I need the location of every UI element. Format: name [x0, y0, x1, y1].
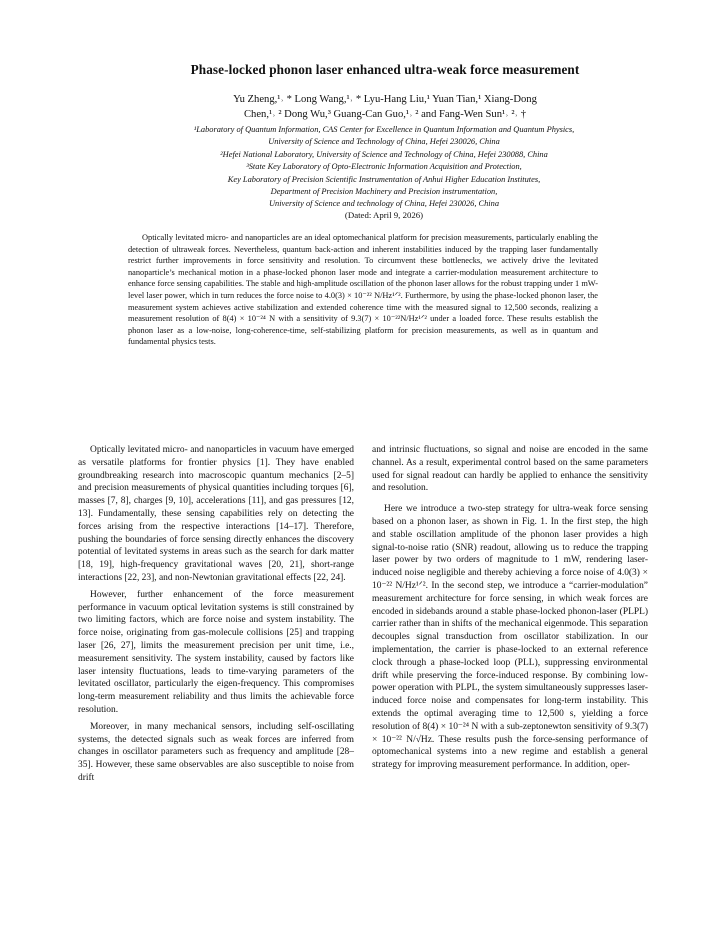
- affiliation-line: University of Science and technology of China, Hefei 230026, China: [268, 199, 500, 209]
- paper-title: Phase-locked phonon laser enhanced ultra-weak force measurement: [190, 62, 580, 77]
- affiliation-line: ²Hefei National Laboratory, University of Science and Technology of China, Hefei 230088, China: [220, 149, 548, 159]
- affiliation-line: University of Science and Technology of China, Hefei 230026, China: [268, 137, 500, 147]
- affiliation-line: ¹Laboratory of Quantum Information, CAS Center for Excellence in Quantum Information and Quantum Physics,: [193, 125, 575, 134]
- body-column-left: [78, 444, 354, 789]
- body-paragraph: Here we introduce a two-step strategy for ultra-weak force sensing based on a phonon laser, as shown in Fig. 1. In the first step, the high and stable oscillation amplitude of the phonon laser provides a high signal-to-noise ratio (SNR) readout, allowing us to reduce the trapping laser power by two orders of magnitude to 1 mW, rendering laser-induced noise negligible and thereby achieving a force noise of 4.0(3) × 10⁻²² N/Hz¹ᐟ². In the second step, we introduce a “carrier-modulation” measurement architecture for force sensing, in which weak forces are encoded in sidebands around a stable phase-locked phonon-laser (PLPL) carrier rather than in shifts of the mechanical eigenmode. This separation decouples signal transduction from oscillator stabilization. In our implementation, the carrier is phase-locked to an external reference clock through a phase-locked loop (PLL), suppressing environmental drift while preserving the force-induced response. By combining low-power operation with PLPL, the system simultaneously suppresses laser-induced force noise and compensates for long-term instability. This extends the optimal averaging time to 12,500 s, yielding a force resolution of 8(4) × 10⁻²⁴ N with a sub-zeptonewton sensitivity of 9.3(7) × 10⁻²² N/√Hz. These results push the force-sensing performance of optomechanical systems into a new regime and establish a general strategy for improving measurement performance. In addition, oper-: [372, 504, 648, 771]
- body-paragraph: However, further enhancement of the force measurement performance in vacuum optical levitation systems is still constrained by two limiting factors, which are force noise and system instability. The force noise, originating from gas-molecule collisions [25] and trapping laser [26, 27], limits the measurement precision per unit time, i.e., measurement sensitivity. The system instability, caused by factors like laser intensity fluctuations, leads to time-varying parameters of the levitated oscillator, particularly the eigen-frequency. This compromises long-term measurement reliability and thus limits the achievable force resolution.: [78, 589, 354, 715]
- affiliation-line: Key Laboratory of Precision Scientific Instrumentation of Anhui Higher Education Institutes,: [227, 174, 541, 184]
- abstract: Optically levitated micro- and nanoparticles are an ideal optomechanical platform for precision measurements, particularly enabling the detection of ultraweak forces. Nevertheless, quantum back-action and inherent instabilities induced by the trapping laser fundamentally restrict further improvements in force sensitivity and resolution. To circumvent these bottlenecks, we actively drive the levitated nanoparticle’s mechanical motion in a phase-locked phonon laser mode and integrate a carrier-modulation measurement architecture to enhance force sensing capabilities. The stable and high-amplitude oscillation of the phonon laser allows for the robust trapping under 1 mW-level laser power, which in turn reduces the force noise to 4.0(3) × 10⁻²² N/Hz¹ᐟ². Furthermore, by using the phase-locked phonon laser, the measurement system achieves active stabilization and extended coherence time with the measured signal to 12,500 seconds, realizing a measurement resolution of 8(4) × 10⁻²⁴ N with a sensitivity of 9.3(7) × 10⁻²²N/Hz¹ᐟ² under a loaded force. These results establish the phonon laser as a low-noise, long-coherence-time, self-stabilizing platform for precision measurements, as well as in quantum and fundamental physics tests.: [128, 233, 598, 347]
- author-list: [150, 92, 620, 122]
- body-paragraph: Moreover, in many mechanical sensors, including self-oscillating systems, the detected signals such as weak forces are inferred from changes in oscillator parameters such as frequency and amplitude [28–35]. However, these same observables are also susceptible to noise from drift: [78, 721, 354, 783]
- affiliation-line: Department of Precision Machinery and Precision instrumentation,: [270, 187, 498, 197]
- body-paragraph: Optically levitated micro- and nanoparticles in vacuum have emerged as versatile platforms for frontier physics [1]. They have enabled groundbreaking research into macroscopic quantum mechanics [2–5] and precision measurements of physical quantities including torques [6], masses [7, 8], charges [9, 10], accelerations [11], and gas pressures [12, 13]. Fundamentally, these sensing capabilities rely on detecting the forces arising from the respective interactions [14–17]. Therefore, pushing the boundaries of force sensing directly enhances the discovery potential of levitated systems in areas such as the search for dark matter [18, 19], high-frequency gravitational waves [20, 21], short-range interactions [22, 23], and non-Newtonian gravitational effects [22, 24].: [78, 445, 354, 583]
- author-line-2: Chen,¹˒ ² Dong Wu,³ Guang-Can Guo,¹˒ ² and Fang-Wen Sun¹˒ ²˒ †: [243, 109, 527, 120]
- affiliation-list: [78, 124, 690, 211]
- body-column-right: [372, 444, 648, 776]
- author-line-1: Yu Zheng,¹˒ * Long Wang,¹˒ * Lyu-Hang Liu,¹ Yuan Tian,¹ Xiang-Dong: [233, 94, 537, 105]
- affiliation-line: ³State Key Laboratory of Opto-Electronic Information Acquisition and Protection,: [246, 162, 522, 172]
- body-paragraph: and intrinsic fluctuations, so signal and noise are encoded in the same channel. As a result, experimental control based on the same parameters used for signal readout can hardly be applied to enhance the sensitivity and resolution.: [372, 445, 648, 494]
- dated-line: (Dated: April 9, 2026): [344, 210, 424, 220]
- arxiv-identifier-stamp: [22, 230, 56, 710]
